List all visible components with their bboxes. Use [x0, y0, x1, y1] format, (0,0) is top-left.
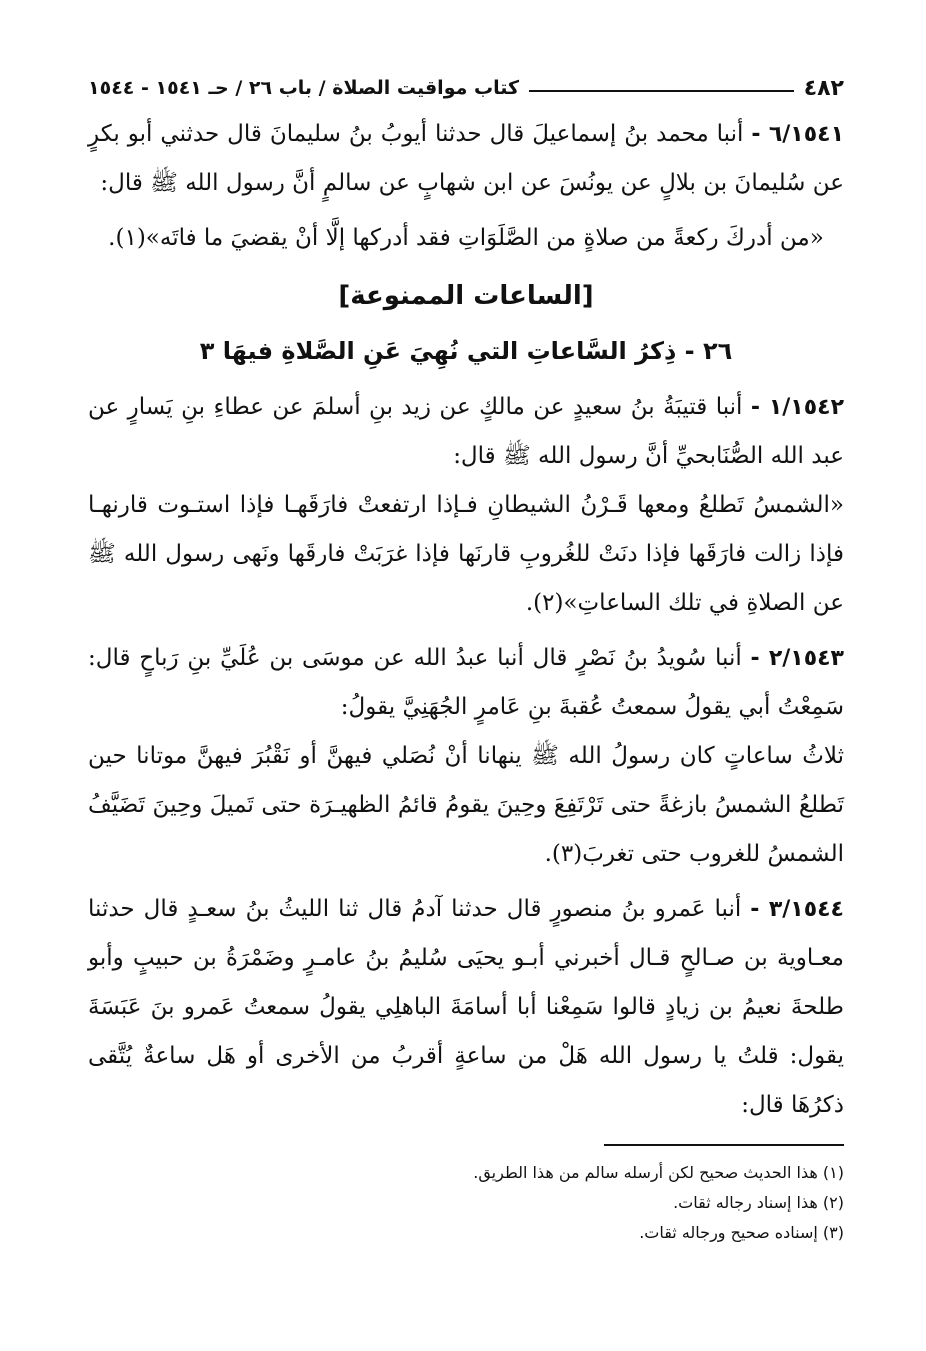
hadith-1542 [88, 383, 844, 628]
chapter-title: ٢٦ - ذِكرُ السَّاعاتِ التي نُهِيَ عَنِ الصَّلاةِ فيهَا ٣ [199, 337, 733, 365]
section-title: [الساعات الممنوعة] [338, 281, 594, 311]
header-rule [529, 90, 794, 92]
hadith-number: ٣/١٥٤٤ - [750, 897, 844, 922]
hadith-1542-text [88, 383, 844, 481]
hadith-number: ٦/١٥٤١ - [751, 122, 845, 147]
hadith-1543-matn: ثلاثُ ساعاتٍ كان رسولُ الله ﷺ ينهانا أنْ نُصَلي فيهنَّ أو نَقْبُرَ فيهنَّ موتانا حين تَطلعُ الشمسُ بازغةً حتى تَرْتَفِعَ وحِينَ يقومُ قائمُ الظهيـرَة حتى تَميلَ وحِينَ تَضَيَّفُ الشمسُ للغروب حتى تغربَ(٣). [88, 743, 844, 867]
footnote-divider [604, 1144, 844, 1146]
hadith-isnad: أنبا قتيبَةُ بنُ سعيدٍ عن مالكٍ عن زيد بنِ أسلمَ عن عطاءِ بنِ يَسارٍ عن عبد الله الصُّنَابحيِّ أنَّ رسول الله ﷺ قال: [88, 394, 844, 469]
hadith-1544-text [88, 885, 844, 1130]
hadith-1541-text [88, 110, 844, 208]
hadith-1541-matn: «من أدركَ ركعةً من صلاةٍ من الصَّلَوَاتِ فقد أدركها إلَّا أنْ يقضيَ ما فاتَه»(١). [108, 225, 824, 251]
page-number: ٤٨٢ [803, 75, 844, 101]
hadith-number: ٢/١٥٤٣ - [750, 646, 844, 671]
footnote-2: (٢) هذا إسناد رجاله ثقات. [673, 1193, 844, 1212]
hadith-1544 [88, 885, 844, 1130]
hadith-1543-text [88, 634, 844, 732]
footnotes [88, 1158, 844, 1248]
footnote-3: (٣) إسناده صحيح ورجاله ثقات. [639, 1223, 844, 1242]
running-title: كتاب مواقيت الصلاة / باب ٢٦ / حـ ١٥٤١ - ١٥٤٤ [88, 77, 520, 99]
hadith-isnad: أنبا سُويدُ بنُ نَصْرٍ قال أنبا عبدُ الله عن موسَى بن عُلَيِّ بنِ رَباحٍ قال: سَمِعْتُ أبي يقولُ سمعتُ عُقبةَ بنِ عَامرٍ الجُهَنِيَّ يقولُ: [88, 645, 844, 720]
footnote-1: (١) هذا الحديث صحيح لكن أرسله سالم من هذا الطريق. [473, 1163, 844, 1182]
hadith-1543 [88, 634, 844, 879]
running-header [88, 66, 844, 110]
hadith-number: ١/١٥٤٢ - [750, 395, 845, 420]
hadith-1542-matn: «الشمسُ تَطلعُ ومعها قَـرْنُ الشيطانِ فـإذا ارتفعتْ فارَقَهـا فإذا استـوت قارنهـا فإذا زالت فارَقَها فإذا دنَتْ للغُروبِ قارنَها فإذا غرَبَتْ فارقَها ونَهى رسول الله ﷺ عن الصلاةِ في تلك الساعاتِ»(٢). [88, 492, 844, 616]
hadith-isnad: أنبا محمد بنُ إسماعيلَ قال حدثنا أيوبُ بنُ سليمانَ قال حدثني أبو بكرٍ عن سُليمانَ بن بلالٍ عن يونُسَ عن ابن شهابٍ عن سالمٍ أنَّ رسول الله ﷺ قال: [88, 121, 844, 196]
hadith-isnad: أنبا عَمرو بنُ منصورٍ قال حدثنا آدمُ قال ثنا الليثُ بنُ سعـدٍ قال حدثنا معـاوية بن صـالحٍ قـال أخبرني أبـو يحيَى سُليمُ بنُ عامـرٍ وضَمْرَةُ بن حبيبٍ وأبو طلحةَ نعيمُ بن زيادٍ قالوا سَمِعْنا أبا أسامَةَ الباهلِي يقولُ سمعتُ عَمرو بنَ عَبَسَةَ يقول: قلتُ يا رسول الله هَلْ من ساعةٍ أقربُ من الأخرى أو هَل ساعةٌ يُتَّقى ذكرُهَا قال: [88, 896, 844, 1118]
hadith-1541 [88, 110, 844, 263]
